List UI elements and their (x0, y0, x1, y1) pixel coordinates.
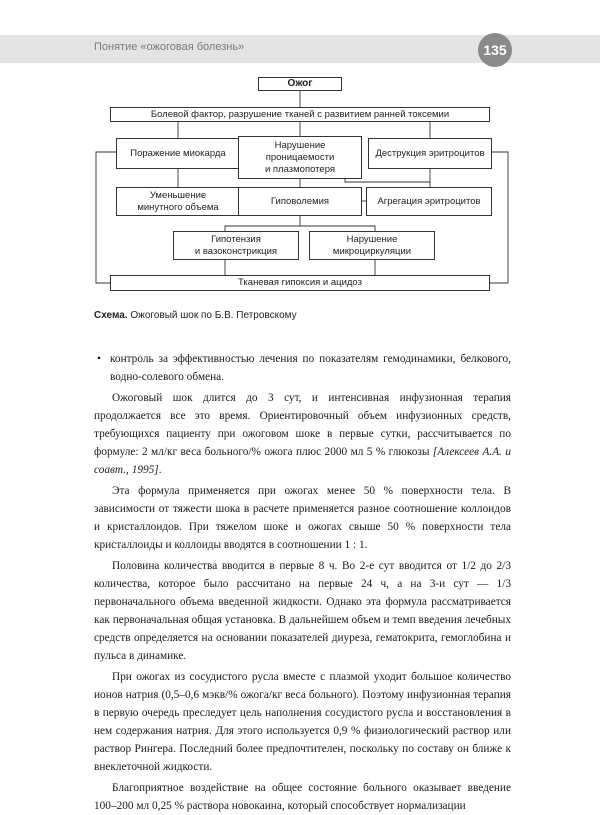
paragraph (94, 389, 511, 479)
paragraph-end: . (158, 464, 162, 476)
scheme-node-myocardium: Поражение миокарда (116, 138, 240, 169)
body-text (94, 350, 511, 815)
paragraph: При ожогах из сосудистого русла вместе с плазмой уходит большое количество ионов натрия (0,5–0,6 мэкв/% ожога/кг веса больного). Поэтому инфузионная терапия в первую очередь преследует цель наполнения сосудистого русла и восстановления в нем содержания натрия. Для этого используется 0,9 % физиологический раствор или раствор Рингера. Последний более предпочтителен, поскольку по составу он ближе к внеклеточной жидкости. (94, 671, 511, 773)
scheme-node-burn: Ожог (258, 77, 342, 91)
citation: [Алексеев А.А. и соавт., 1995] (94, 446, 511, 476)
caption-label: Схема. (94, 310, 128, 321)
scheme-node-erythrocyte-destruction: Деструкция эритроцитов (368, 138, 492, 169)
paragraph: Эта формула применяется при ожогах менее 50 % поверхности тела. В зависимости от тяжести шока в расчете применяется разное соотношение коллоидов и кристаллоидов. При тяжелом шоке и ожогах свыше 50 % поверхности тела кристаллоиды и коллоиды вводятся в соотношении 1 : 1. (94, 485, 511, 551)
scheme-node-microcirculation: Нарушение микроциркуляции (309, 231, 435, 260)
paragraph: Половина количества вводится в первые 8 ч. Во 2-е сут вводится от 1/2 до 2/3 количества, которое было рассчитано на первые 24 ч, а на 3-и сут — 1/3 первоначального объема введенной жидкости. Однако эта формула рассматривается как первоначальная общая установка. В дальнейшем объем и темп введения лечебных средств определяется на основании показателей диуреза, гематокрита, гемоглобина и пульса в динамике. (94, 560, 511, 662)
paragraph: Благоприятное воздействие на общее состояние больного оказывает введение 100–200 мл 0,25 % раствора новокаина, который способствует нормализации (94, 782, 511, 812)
scheme-node-hypovolemia: Гиповолемия (238, 187, 362, 216)
scheme-node-pain-factor: Болевой фактор, разрушение тканей с развитием ранней токсемии (110, 107, 490, 122)
scheme-node-permeability: Нарушение проницаемости и плазмопотеря (238, 136, 362, 179)
paragraph-text: Ожоговый шок длится до 3 сут, и интенсивная инфузионная терапия продолжается все это время. Ориентировочный объем инфузионных средств, требующихся пациенту при ожоговом шоке в первые сутки, рассчитывается по формуле: 2 мл/кг веса больного/% ожога плюс 2000 мл 5 % глюкозы (94, 392, 511, 458)
scheme-node-cardiac-output: Уменьшение минутного объема (116, 187, 240, 216)
scheme-node-hypotension: Гипотензия и вазоконстрикция (173, 231, 299, 260)
caption-text: Ожоговый шок по Б.В. Петровскому (127, 310, 297, 321)
running-title: Понятие «ожоговая болезнь» (94, 41, 245, 53)
scheme-caption (94, 310, 297, 321)
bullet-item: • контроль за эффективностью лечения по показателям гемодинамики, белкового, водно-солевого обмена. (94, 350, 511, 386)
page-number-badge: 135 (478, 33, 512, 67)
scheme-node-tissue-hypoxia: Тканевая гипоксия и ацидоз (110, 275, 490, 291)
scheme-node-erythrocyte-aggregation: Агрегация эритроцитов (366, 187, 492, 216)
